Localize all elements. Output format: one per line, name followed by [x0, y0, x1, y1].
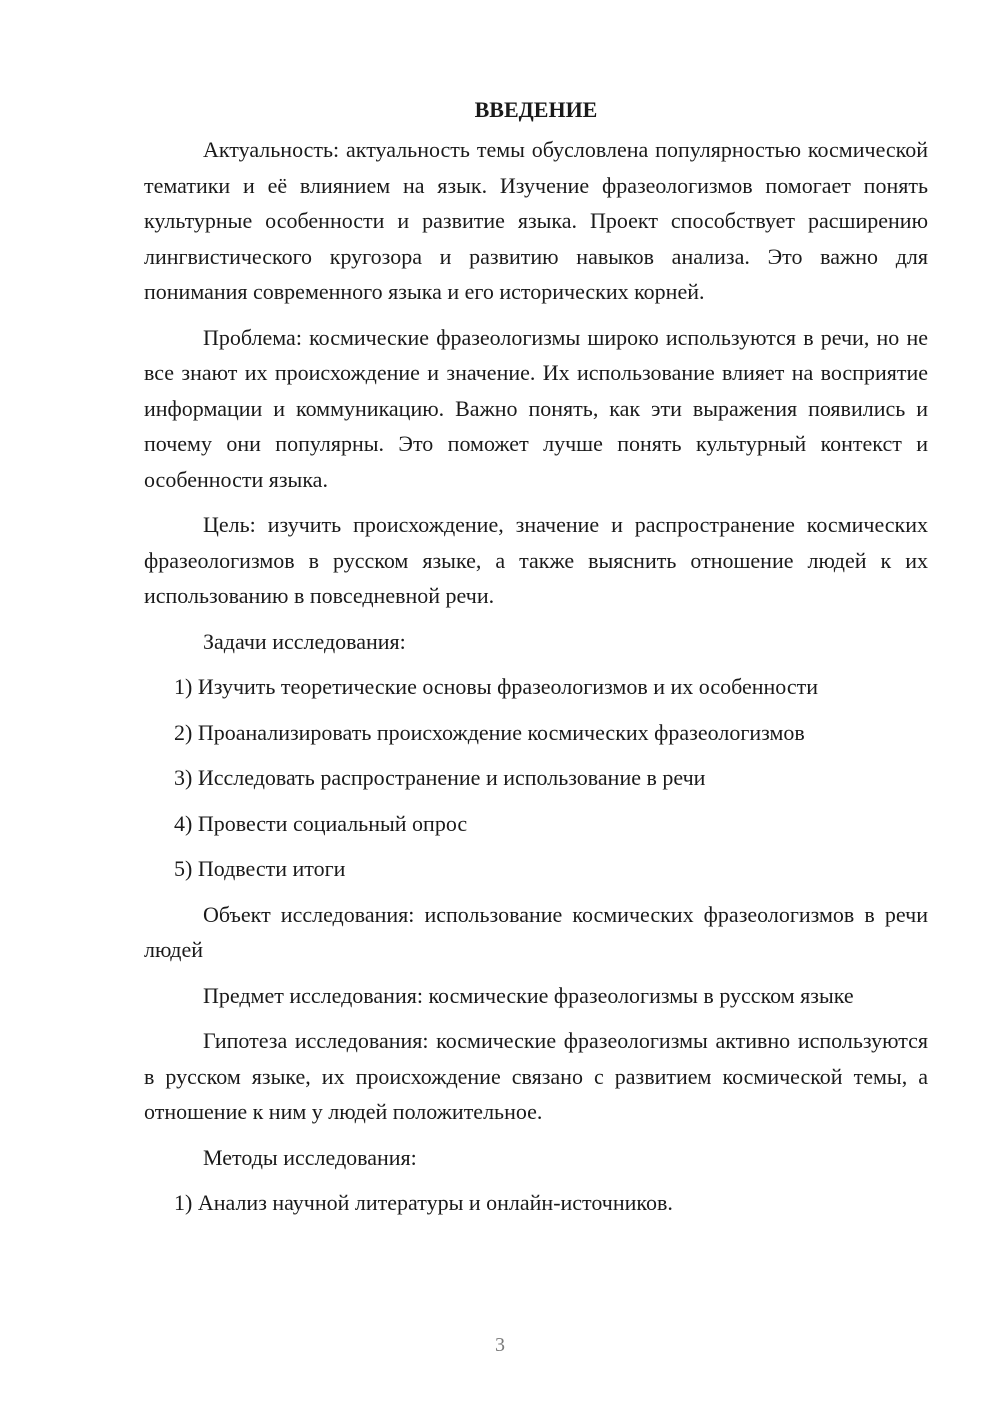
problem-paragraph: Проблема: космические фразеологизмы широко используются в речи, но не все знают их происхождение и значение. Их использование влияет на восприятие информации и коммуникацию. Важно понять, как эти выражения появились и почему они популярны. Это поможет лучше понять культурный контекст и особенности языка.	[144, 324, 928, 492]
page-title: ВВЕДЕНИЕ	[474, 97, 598, 122]
task-item-5: 5) Подвести итоги	[174, 856, 346, 881]
document-page	[144, 94, 928, 1231]
task-item-2: 2) Проанализировать происхождение космических фразеологизмов	[174, 719, 805, 745]
method-item-1: 1) Анализ научной литературы и онлайн-источников.	[174, 1190, 673, 1215]
goal-paragraph: Цель: изучить происхождение, значение и распространение космических фразеологизмов в русском языке, а также выяснить отношение людей к их использованию в повседневной речи.	[144, 512, 928, 608]
hypothesis-paragraph: Гипотеза исследования: космические фразеологизмы активно используются в русском языке, их происхождение связано с развитием космической темы, а отношение к ним у людей положительное.	[144, 1028, 928, 1124]
task-item-1: 1) Изучить теоретические основы фразеологизмов и их особенности	[174, 674, 819, 699]
task-item-3: 3) Исследовать распространение и использование в речи	[174, 765, 706, 790]
tasks-heading: Задачи исследования:	[203, 628, 406, 654]
relevance-paragraph: Актуальность: актуальность темы обусловлена популярностью космической тематики и её влиянием на язык. Изучение фразеологизмов помогает понять культурные особенности и развитие языка. Проект способствует расширению лингвистического кругозора и развитию навыков анализа. Это важно для понимания современного языка и его исторических корней.	[144, 137, 928, 304]
methods-heading: Методы исследования:	[203, 1144, 417, 1170]
object-paragraph: Объект исследования: использование космических фразеологизмов в речи людей	[144, 901, 928, 962]
page-number: 3	[495, 1334, 505, 1356]
task-item-4: 4) Провести социальный опрос	[174, 810, 468, 836]
subject-paragraph: Предмет исследования: космические фразеологизмы в русском языке	[203, 982, 854, 1008]
